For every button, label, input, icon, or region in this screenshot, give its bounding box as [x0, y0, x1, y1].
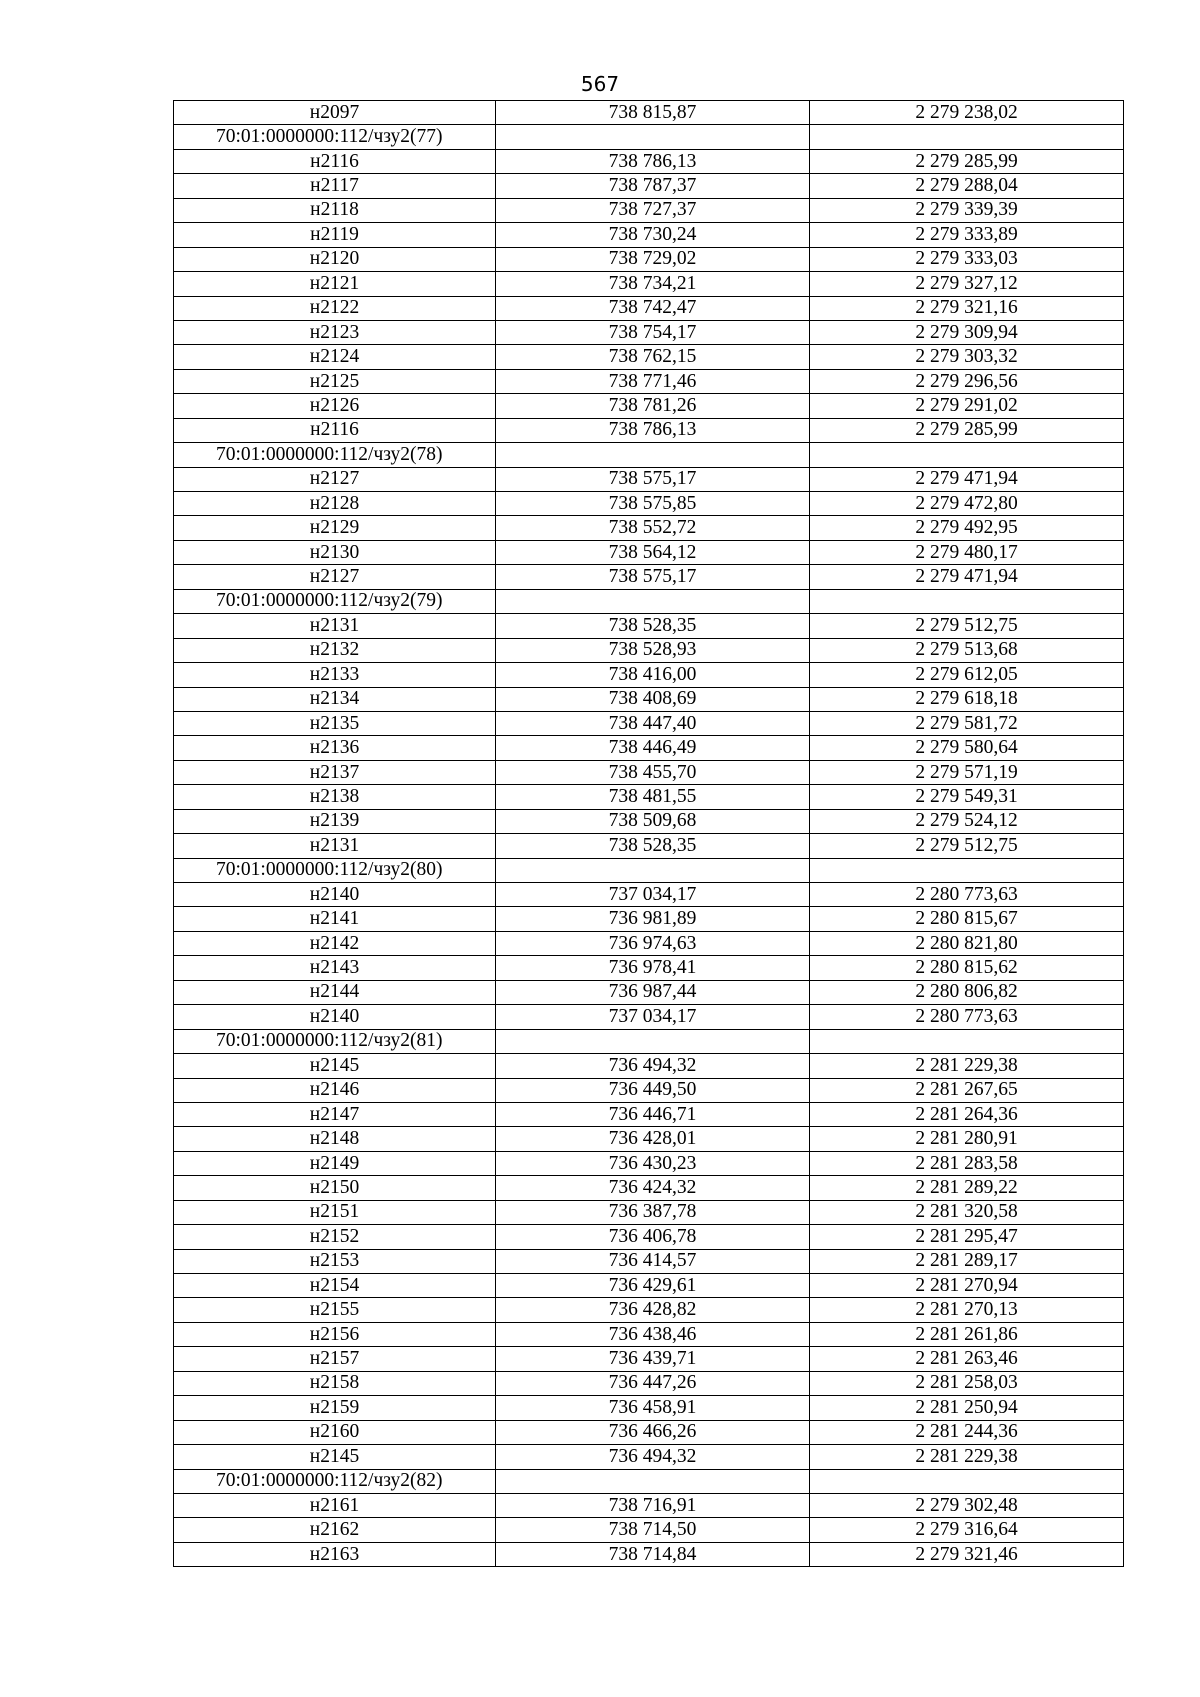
y-coordinate-cell: 2 279 238,02 [810, 101, 1124, 125]
point-id-cell: н2155 [174, 1298, 496, 1322]
x-coordinate-cell: 738 528,35 [496, 614, 810, 638]
x-coordinate-cell: 736 438,46 [496, 1322, 810, 1346]
point-id-cell: н2124 [174, 345, 496, 369]
point-row [174, 149, 1124, 173]
point-row [174, 247, 1124, 271]
empty-cell [496, 858, 810, 882]
y-coordinate-cell: 2 279 513,68 [810, 638, 1124, 662]
y-coordinate-cell: 2 279 472,80 [810, 492, 1124, 516]
x-coordinate-cell: 736 428,01 [496, 1127, 810, 1151]
y-coordinate-cell: 2 279 492,95 [810, 516, 1124, 540]
y-coordinate-cell: 2 279 309,94 [810, 320, 1124, 344]
empty-cell [496, 125, 810, 149]
y-coordinate-cell: 2 279 285,99 [810, 418, 1124, 442]
x-coordinate-cell: 738 575,17 [496, 565, 810, 589]
y-coordinate-cell: 2 281 261,86 [810, 1322, 1124, 1346]
point-row [174, 296, 1124, 320]
x-coordinate-cell: 736 458,91 [496, 1396, 810, 1420]
point-row [174, 834, 1124, 858]
y-coordinate-cell: 2 279 571,19 [810, 760, 1124, 784]
point-row [174, 1102, 1124, 1126]
y-coordinate-cell: 2 279 580,64 [810, 736, 1124, 760]
point-row [174, 1274, 1124, 1298]
y-coordinate-cell: 2 281 250,94 [810, 1396, 1124, 1420]
y-coordinate-cell: 2 279 581,72 [810, 711, 1124, 735]
point-id-cell: н2152 [174, 1225, 496, 1249]
point-row [174, 711, 1124, 735]
y-coordinate-cell: 2 281 270,94 [810, 1274, 1124, 1298]
point-row [174, 907, 1124, 931]
point-id-cell: н2160 [174, 1420, 496, 1444]
x-coordinate-cell: 738 447,40 [496, 711, 810, 735]
x-coordinate-cell: 736 387,78 [496, 1200, 810, 1224]
point-row [174, 883, 1124, 907]
point-id-cell: н2163 [174, 1542, 496, 1566]
point-id-cell: н2116 [174, 418, 496, 442]
point-row [174, 1176, 1124, 1200]
x-coordinate-cell: 738 734,21 [496, 272, 810, 296]
x-coordinate-cell: 738 714,84 [496, 1542, 810, 1566]
point-row [174, 760, 1124, 784]
point-id-cell: н2097 [174, 101, 496, 125]
y-coordinate-cell: 2 281 229,38 [810, 1445, 1124, 1469]
y-coordinate-cell: 2 279 549,31 [810, 785, 1124, 809]
point-row [174, 687, 1124, 711]
point-row [174, 101, 1124, 125]
x-coordinate-cell: 736 494,32 [496, 1445, 810, 1469]
section-name-cell: 70:01:0000000:112/чзу2(79) [174, 589, 496, 613]
x-coordinate-cell: 736 439,71 [496, 1347, 810, 1371]
point-row [174, 174, 1124, 198]
point-row [174, 516, 1124, 540]
empty-cell [810, 1029, 1124, 1053]
x-coordinate-cell: 738 416,00 [496, 663, 810, 687]
x-coordinate-cell: 738 762,15 [496, 345, 810, 369]
point-row [174, 1347, 1124, 1371]
point-row [174, 785, 1124, 809]
point-row [174, 1005, 1124, 1029]
x-coordinate-cell: 736 981,89 [496, 907, 810, 931]
point-id-cell: н2121 [174, 272, 496, 296]
empty-cell [496, 1469, 810, 1493]
y-coordinate-cell: 2 279 524,12 [810, 809, 1124, 833]
x-coordinate-cell: 736 494,32 [496, 1054, 810, 1078]
point-id-cell: н2127 [174, 565, 496, 589]
x-coordinate-cell: 738 528,35 [496, 834, 810, 858]
y-coordinate-cell: 2 279 471,94 [810, 467, 1124, 491]
point-id-cell: н2132 [174, 638, 496, 662]
y-coordinate-cell: 2 281 229,38 [810, 1054, 1124, 1078]
y-coordinate-cell: 2 279 327,12 [810, 272, 1124, 296]
point-id-cell: н2127 [174, 467, 496, 491]
x-coordinate-cell: 738 771,46 [496, 369, 810, 393]
point-row [174, 1396, 1124, 1420]
x-coordinate-cell: 736 974,63 [496, 931, 810, 955]
y-coordinate-cell: 2 280 815,62 [810, 956, 1124, 980]
point-id-cell: н2159 [174, 1396, 496, 1420]
section-header-row [174, 1469, 1124, 1493]
point-row [174, 223, 1124, 247]
x-coordinate-cell: 736 446,71 [496, 1102, 810, 1126]
y-coordinate-cell: 2 279 303,32 [810, 345, 1124, 369]
y-coordinate-cell: 2 281 270,13 [810, 1298, 1124, 1322]
x-coordinate-cell: 738 575,17 [496, 467, 810, 491]
point-id-cell: н2139 [174, 809, 496, 833]
page-number: 567 [580, 72, 620, 96]
y-coordinate-cell: 2 280 773,63 [810, 883, 1124, 907]
point-row [174, 345, 1124, 369]
section-header-row [174, 125, 1124, 149]
point-row [174, 540, 1124, 564]
y-coordinate-cell: 2 281 320,58 [810, 1200, 1124, 1224]
point-row [174, 1493, 1124, 1517]
coordinates-table-body [174, 101, 1124, 1567]
point-row [174, 809, 1124, 833]
x-coordinate-cell: 738 729,02 [496, 247, 810, 271]
y-coordinate-cell: 2 281 295,47 [810, 1225, 1124, 1249]
x-coordinate-cell: 736 424,32 [496, 1176, 810, 1200]
point-id-cell: н2120 [174, 247, 496, 271]
point-row [174, 1151, 1124, 1175]
point-row [174, 565, 1124, 589]
y-coordinate-cell: 2 279 612,05 [810, 663, 1124, 687]
point-id-cell: н2151 [174, 1200, 496, 1224]
x-coordinate-cell: 737 034,17 [496, 1005, 810, 1029]
point-id-cell: н2136 [174, 736, 496, 760]
x-coordinate-cell: 738 509,68 [496, 809, 810, 833]
x-coordinate-cell: 738 754,17 [496, 320, 810, 344]
point-id-cell: н2157 [174, 1347, 496, 1371]
point-id-cell: н2126 [174, 394, 496, 418]
point-id-cell: н2128 [174, 492, 496, 516]
point-row [174, 418, 1124, 442]
y-coordinate-cell: 2 279 302,48 [810, 1493, 1124, 1517]
point-id-cell: н2133 [174, 663, 496, 687]
x-coordinate-cell: 736 429,61 [496, 1274, 810, 1298]
point-id-cell: н2161 [174, 1493, 496, 1517]
point-id-cell: н2141 [174, 907, 496, 931]
point-id-cell: н2129 [174, 516, 496, 540]
point-id-cell: н2134 [174, 687, 496, 711]
y-coordinate-cell: 2 279 296,56 [810, 369, 1124, 393]
y-coordinate-cell: 2 279 339,39 [810, 198, 1124, 222]
point-id-cell: н2131 [174, 834, 496, 858]
x-coordinate-cell: 736 428,82 [496, 1298, 810, 1322]
point-id-cell: н2138 [174, 785, 496, 809]
point-id-cell: н2143 [174, 956, 496, 980]
point-id-cell: н2125 [174, 369, 496, 393]
point-row [174, 980, 1124, 1004]
point-id-cell: н2158 [174, 1371, 496, 1395]
x-coordinate-cell: 736 987,44 [496, 980, 810, 1004]
y-coordinate-cell: 2 279 321,46 [810, 1542, 1124, 1566]
y-coordinate-cell: 2 279 471,94 [810, 565, 1124, 589]
point-row [174, 1445, 1124, 1469]
point-row [174, 320, 1124, 344]
x-coordinate-cell: 738 787,37 [496, 174, 810, 198]
empty-cell [810, 1469, 1124, 1493]
x-coordinate-cell: 736 449,50 [496, 1078, 810, 1102]
empty-cell [496, 589, 810, 613]
point-id-cell: н2153 [174, 1249, 496, 1273]
point-id-cell: н2149 [174, 1151, 496, 1175]
section-name-cell: 70:01:0000000:112/чзу2(80) [174, 858, 496, 882]
y-coordinate-cell: 2 280 773,63 [810, 1005, 1124, 1029]
x-coordinate-cell: 738 742,47 [496, 296, 810, 320]
x-coordinate-cell: 738 575,85 [496, 492, 810, 516]
x-coordinate-cell: 738 716,91 [496, 1493, 810, 1517]
y-coordinate-cell: 2 279 333,03 [810, 247, 1124, 271]
point-row [174, 1127, 1124, 1151]
y-coordinate-cell: 2 279 316,64 [810, 1518, 1124, 1542]
point-row [174, 1054, 1124, 1078]
y-coordinate-cell: 2 279 291,02 [810, 394, 1124, 418]
point-id-cell: н2137 [174, 760, 496, 784]
x-coordinate-cell: 737 034,17 [496, 883, 810, 907]
section-header-row [174, 443, 1124, 467]
y-coordinate-cell: 2 279 288,04 [810, 174, 1124, 198]
y-coordinate-cell: 2 280 815,67 [810, 907, 1124, 931]
point-row [174, 1542, 1124, 1566]
y-coordinate-cell: 2 279 333,89 [810, 223, 1124, 247]
y-coordinate-cell: 2 279 618,18 [810, 687, 1124, 711]
point-id-cell: н2131 [174, 614, 496, 638]
y-coordinate-cell: 2 281 289,17 [810, 1249, 1124, 1273]
y-coordinate-cell: 2 280 821,80 [810, 931, 1124, 955]
y-coordinate-cell: 2 281 258,03 [810, 1371, 1124, 1395]
x-coordinate-cell: 736 430,23 [496, 1151, 810, 1175]
point-id-cell: н2118 [174, 198, 496, 222]
point-row [174, 1249, 1124, 1273]
point-row [174, 467, 1124, 491]
point-id-cell: н2146 [174, 1078, 496, 1102]
empty-cell [810, 443, 1124, 467]
y-coordinate-cell: 2 279 480,17 [810, 540, 1124, 564]
section-name-cell: 70:01:0000000:112/чзу2(81) [174, 1029, 496, 1053]
point-id-cell: н2148 [174, 1127, 496, 1151]
y-coordinate-cell: 2 281 267,65 [810, 1078, 1124, 1102]
x-coordinate-cell: 738 815,87 [496, 101, 810, 125]
point-row [174, 394, 1124, 418]
coordinates-table [173, 100, 1124, 1567]
x-coordinate-cell: 738 714,50 [496, 1518, 810, 1542]
y-coordinate-cell: 2 281 283,58 [810, 1151, 1124, 1175]
x-coordinate-cell: 738 408,69 [496, 687, 810, 711]
section-header-row [174, 858, 1124, 882]
point-row [174, 198, 1124, 222]
x-coordinate-cell: 736 447,26 [496, 1371, 810, 1395]
point-row [174, 1371, 1124, 1395]
point-row [174, 956, 1124, 980]
y-coordinate-cell: 2 281 263,46 [810, 1347, 1124, 1371]
section-name-cell: 70:01:0000000:112/чзу2(82) [174, 1469, 496, 1493]
x-coordinate-cell: 738 446,49 [496, 736, 810, 760]
point-row [174, 1225, 1124, 1249]
empty-cell [496, 1029, 810, 1053]
point-id-cell: н2162 [174, 1518, 496, 1542]
y-coordinate-cell: 2 279 321,16 [810, 296, 1124, 320]
point-row [174, 931, 1124, 955]
point-id-cell: н2140 [174, 883, 496, 907]
empty-cell [810, 589, 1124, 613]
section-header-row [174, 1029, 1124, 1053]
point-id-cell: н2144 [174, 980, 496, 1004]
section-name-cell: 70:01:0000000:112/чзу2(77) [174, 125, 496, 149]
empty-cell [810, 858, 1124, 882]
x-coordinate-cell: 738 552,72 [496, 516, 810, 540]
x-coordinate-cell: 738 455,70 [496, 760, 810, 784]
x-coordinate-cell: 738 528,93 [496, 638, 810, 662]
point-id-cell: н2142 [174, 931, 496, 955]
y-coordinate-cell: 2 281 289,22 [810, 1176, 1124, 1200]
y-coordinate-cell: 2 279 285,99 [810, 149, 1124, 173]
section-name-cell: 70:01:0000000:112/чзу2(78) [174, 443, 496, 467]
x-coordinate-cell: 738 564,12 [496, 540, 810, 564]
point-id-cell: н2135 [174, 711, 496, 735]
x-coordinate-cell: 738 781,26 [496, 394, 810, 418]
x-coordinate-cell: 738 786,13 [496, 418, 810, 442]
x-coordinate-cell: 738 481,55 [496, 785, 810, 809]
y-coordinate-cell: 2 279 512,75 [810, 834, 1124, 858]
point-row [174, 1200, 1124, 1224]
point-id-cell: н2130 [174, 540, 496, 564]
empty-cell [496, 443, 810, 467]
point-row [174, 272, 1124, 296]
x-coordinate-cell: 736 406,78 [496, 1225, 810, 1249]
point-row [174, 1078, 1124, 1102]
y-coordinate-cell: 2 280 806,82 [810, 980, 1124, 1004]
point-row [174, 663, 1124, 687]
point-row [174, 1518, 1124, 1542]
point-id-cell: н2119 [174, 223, 496, 247]
x-coordinate-cell: 736 978,41 [496, 956, 810, 980]
point-row [174, 1420, 1124, 1444]
point-id-cell: н2147 [174, 1102, 496, 1126]
x-coordinate-cell: 736 414,57 [496, 1249, 810, 1273]
point-id-cell: н2145 [174, 1054, 496, 1078]
point-id-cell: н2154 [174, 1274, 496, 1298]
y-coordinate-cell: 2 279 512,75 [810, 614, 1124, 638]
point-id-cell: н2117 [174, 174, 496, 198]
point-row [174, 736, 1124, 760]
x-coordinate-cell: 738 730,24 [496, 223, 810, 247]
point-row [174, 369, 1124, 393]
point-row [174, 638, 1124, 662]
y-coordinate-cell: 2 281 280,91 [810, 1127, 1124, 1151]
point-id-cell: н2150 [174, 1176, 496, 1200]
point-row [174, 614, 1124, 638]
x-coordinate-cell: 738 786,13 [496, 149, 810, 173]
y-coordinate-cell: 2 281 264,36 [810, 1102, 1124, 1126]
point-id-cell: н2116 [174, 149, 496, 173]
point-id-cell: н2156 [174, 1322, 496, 1346]
x-coordinate-cell: 738 727,37 [496, 198, 810, 222]
point-row [174, 1298, 1124, 1322]
x-coordinate-cell: 736 466,26 [496, 1420, 810, 1444]
point-id-cell: н2145 [174, 1445, 496, 1469]
y-coordinate-cell: 2 281 244,36 [810, 1420, 1124, 1444]
point-id-cell: н2122 [174, 296, 496, 320]
empty-cell [810, 125, 1124, 149]
point-id-cell: н2140 [174, 1005, 496, 1029]
point-row [174, 1322, 1124, 1346]
section-header-row [174, 589, 1124, 613]
point-row [174, 492, 1124, 516]
point-id-cell: н2123 [174, 320, 496, 344]
